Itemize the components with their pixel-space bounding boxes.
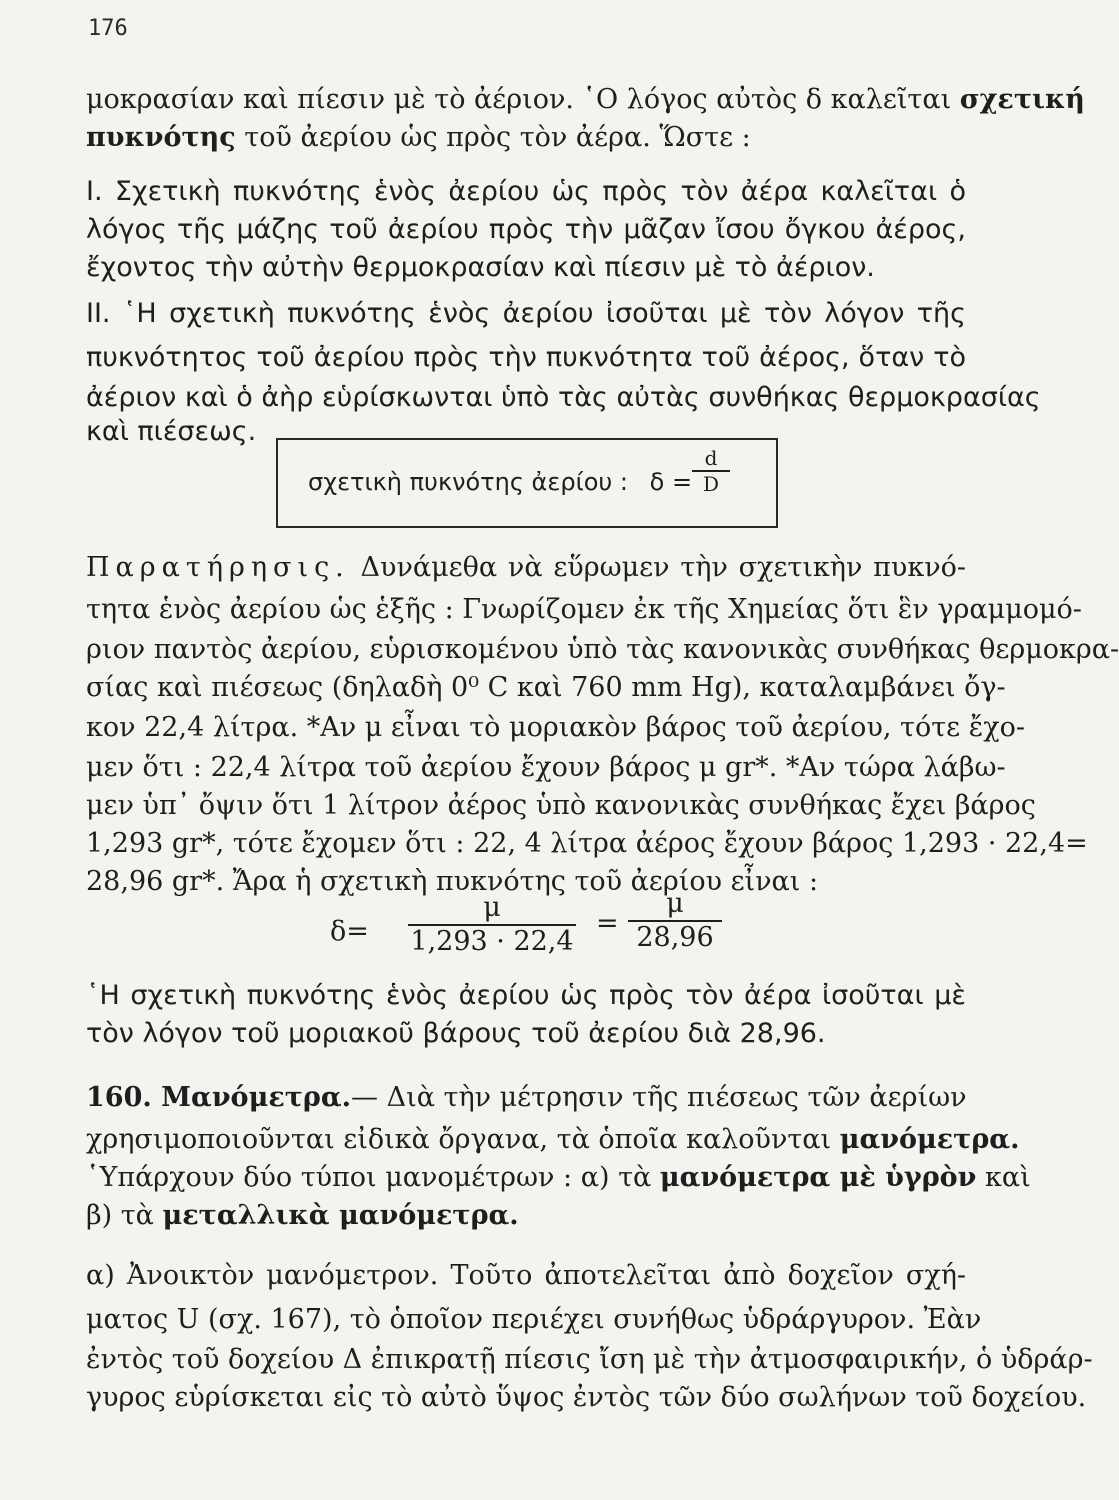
- text-run: 1,293 gr*, τότε ἔχομεν ὅτι : 22, 4 λίτρα ἀέρος ἔχουν βάρος 1,293 · 22,4=: [86, 828, 1088, 859]
- fraction-2-numerator: μ: [666, 888, 684, 919]
- text-line: [86, 1196, 966, 1236]
- text-run: ἀέριον καὶ ὁ ἀὴρ εὑρίσκωνται ὑπὸ τὰς αὐτὰς συνθήκας θερμοκρασίας: [86, 382, 1041, 413]
- text-run: — Διὰ τὴν μέτρησιν τῆς πιέσεως τῶν ἀερίων: [351, 1082, 967, 1113]
- fraction-1-denominator: 1,293 · 22,4: [410, 926, 574, 957]
- formula-label-text: σχετικὴ πυκνότης ἀερίου :: [308, 468, 628, 496]
- formula-box: [276, 438, 778, 528]
- bold-term: 160. Μανόμετρα.: [86, 1082, 352, 1113]
- text-line: [86, 172, 966, 212]
- text-line: [86, 1014, 966, 1054]
- text-run: τητα ἑνὸς ἀερίου ὡς ἑξῆς : Γνωρίζομεν ἐκ τῆς Χημείας ὅτι ἓν γραμμομό-: [86, 594, 1082, 625]
- text-run: γυρος εὑρίσκεται εἰς τὸ αὐτὸ ὕψος ἐντὸς τῶν δύο σωλήνων τοῦ δοχείου.: [86, 1382, 1087, 1413]
- text-run: μοκρασίαν καὶ πίεσιν μὲ τὸ ἀέριον. ῾Ο λόγος αὐτὸς δ καλεῖται: [86, 84, 960, 115]
- text-run: χρησιμοποιοῦνται εἰδικὰ ὄργανα, τὰ ὁποῖα καλοῦνται: [86, 1124, 840, 1155]
- text-run: Δυνάμεθα νὰ εὕρωμεν τὴν σχετικὴν πυκνό-: [349, 552, 966, 583]
- fraction-2-denominator: 28,96: [636, 922, 714, 953]
- text-run: τὸν λόγον τοῦ μοριακοῦ βάρους τοῦ ἀερίου διὰ 28,96.: [86, 1018, 826, 1049]
- bold-term: μανόμετρα.: [839, 1124, 1020, 1155]
- text-run: λόγος τῆς μάζης τοῦ ἀερίου πρὸς τὴν μᾶζαν ἴσου ὄγκου ἀέρος,: [86, 214, 966, 245]
- text-line: [86, 80, 1085, 120]
- text-run: ματος U (σχ. 167), τὸ ὁποῖον περιέχει συνήθως ὑδράργυρον. Ἐὰν: [86, 1304, 982, 1335]
- text-line: [86, 824, 1088, 864]
- equation-fraction-2: [628, 888, 722, 954]
- text-run: μεν ὅτι : 22,4 λίτρα τοῦ ἀερίου ἔχουν βάρος μ gr*. *Αν τώρα λάβω-: [86, 752, 1006, 783]
- text-run: τοῦ ἀερίου ὡς πρὸς τὸν ἀέρα. Ὥστε :: [235, 122, 751, 153]
- text-run: κον 22,4 λίτρα. *Αν μ εἶναι τὸ μοριακὸν βάρος τοῦ ἀερίου, τότε ἔχο-: [86, 712, 1025, 743]
- bold-term: μεταλλικὰ μανόμετρα.: [162, 1200, 519, 1231]
- equation-lhs: δ=: [330, 916, 369, 947]
- text-line: [86, 1378, 1087, 1418]
- formula-label: [308, 468, 692, 496]
- formula-numerator: d: [704, 446, 718, 470]
- text-run: σίας καὶ πιέσεως (δηλαδὴ 0⁰ C καὶ 760 mm Hg), καταλαμβάνει ὄγ-: [86, 672, 1006, 703]
- text-run: II. ῾Η σχετικὴ πυκνότης ἑνὸς ἀερίου ἰσοῦται μὲ τὸν λόγον τῆς: [86, 298, 966, 329]
- text-line: [86, 630, 1119, 670]
- text-line: [86, 1078, 966, 1118]
- text-line: [86, 294, 966, 334]
- text-run: α) Ἀνοικτὸν μανόμετρον. Τοῦτο ἀποτελεῖται ἀπὸ δοχεῖον σχή-: [86, 1260, 966, 1291]
- text-run: ῾Υπάρχουν δύο τύποι μανομέτρων : α) τὰ: [86, 1162, 660, 1193]
- text-line: [86, 1158, 1031, 1198]
- text-line: [86, 1300, 982, 1340]
- equation-fraction-1: [408, 892, 576, 958]
- text-line: [86, 338, 966, 378]
- text-line: [86, 210, 966, 250]
- text-run: ριον παντὸς ἀερίου, εὑρισκομένου ὑπὸ τὰς κανονικὰς συνθήκας θερμοκρα-: [86, 634, 1119, 665]
- formula-fraction: [692, 446, 730, 496]
- fraction-1-numerator: μ: [483, 892, 501, 923]
- text-run: καὶ πιέσεως.: [86, 416, 257, 447]
- text-line: [86, 118, 966, 158]
- equation-equals: =: [596, 908, 619, 939]
- bold-term: μανόμετρα μὲ ὑγρὸν: [659, 1162, 977, 1193]
- text-run: 28,96 gr*. Ἄρα ἡ σχετικὴ πυκνότης τοῦ ἀερίου εἶναι :: [86, 866, 819, 897]
- text-run: πυκνότητος τοῦ ἀερίου πρὸς τὴν πυκνότητα τοῦ ἀέρος, ὅταν τὸ: [86, 342, 966, 373]
- bold-term: σχετική: [959, 84, 1085, 115]
- text-run: ἔχοντος τὴν αὐτὴν θερμοκρασίαν καὶ πίεσιν μὲ τὸ ἀέριον.: [86, 252, 875, 283]
- text-run: καὶ: [976, 1162, 1031, 1193]
- text-line: [86, 1256, 966, 1296]
- formula-denominator: D: [702, 472, 720, 496]
- bold-term: πυκνότης: [86, 122, 236, 153]
- text-run: Παρατήρησις.: [86, 552, 350, 583]
- text-line: [86, 976, 966, 1016]
- text-line: [86, 786, 1036, 826]
- text-line: [86, 708, 1025, 748]
- text-run: μεν ὑπ᾽ ὄψιν ὅτι 1 λίτρον ἀέρος ὑπὸ κανονικὰς συνθήκας ἔχει βάρος: [86, 790, 1036, 821]
- text-line: [86, 248, 966, 288]
- text-run: ῾Η σχετικὴ πυκνότης ἑνὸς ἀερίου ὡς πρὸς τὸν ἀέρα ἰσοῦται μὲ: [86, 980, 966, 1011]
- text-run: I. Σχετικὴ πυκνότης ἑνὸς ἀερίου ὡς πρὸς τὸν ἀέρα καλεῖται ὁ: [86, 176, 966, 207]
- page-number: 176: [88, 16, 128, 41]
- text-line: [86, 1340, 1093, 1380]
- text-line: [86, 590, 1082, 630]
- text-line: [86, 548, 966, 588]
- formula-lhs: δ =: [649, 468, 693, 496]
- text-line: [86, 748, 1006, 788]
- text-run: β) τὰ: [86, 1200, 163, 1231]
- text-run: ἐντὸς τοῦ δοχείου Δ ἐπικρατῇ πίεσις ἴση μὲ τὴν ἀτμοσφαιρικήν, ὁ ὑδράρ-: [86, 1344, 1093, 1375]
- text-line: [86, 1120, 1020, 1160]
- text-line: [86, 668, 1006, 708]
